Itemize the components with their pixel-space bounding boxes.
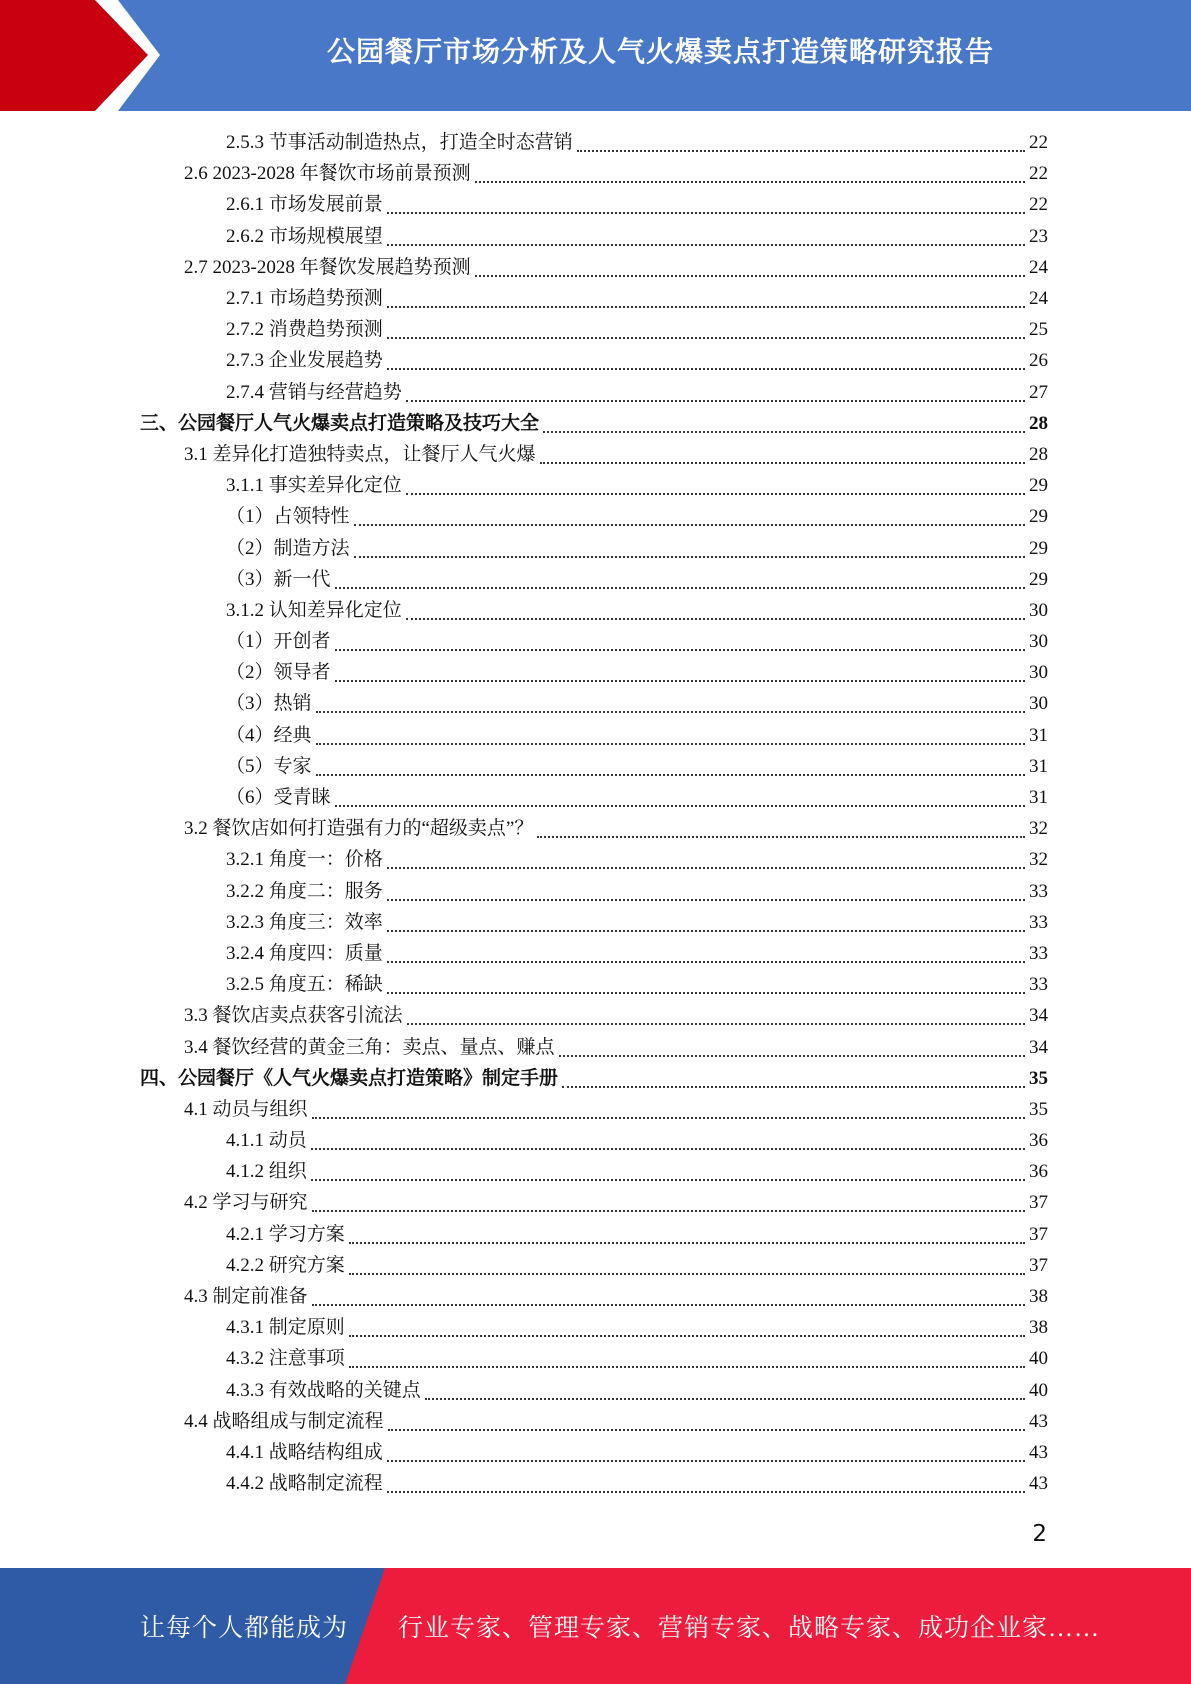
- toc-entry-page: 22: [1029, 194, 1048, 216]
- toc-entry[interactable]: [140, 564, 1048, 595]
- document-title: [200, 0, 1191, 100]
- toc-entry-title: 3.2.5 角度五：稀缺: [226, 974, 383, 996]
- toc-entry[interactable]: [140, 127, 1048, 158]
- toc-entry-title: 3.2 餐饮店如何打造强有力的“超级卖点”？: [184, 818, 534, 840]
- page-footer: [0, 1568, 1191, 1684]
- toc-entry[interactable]: [140, 751, 1048, 782]
- toc-entry-page: 30: [1029, 662, 1048, 684]
- toc-entry[interactable]: [140, 813, 1048, 844]
- toc-entry[interactable]: [140, 595, 1048, 626]
- toc-entry-title: 2.5.3 节事活动制造热点，打造全时态营销: [226, 132, 573, 154]
- toc-dot-leader: [312, 1303, 1025, 1306]
- toc-entry-page: 36: [1029, 1161, 1048, 1183]
- toc-entry-page: 33: [1029, 911, 1048, 933]
- toc-dot-leader: [387, 991, 1025, 994]
- toc-dot-leader: [387, 367, 1025, 370]
- toc-entry[interactable]: [140, 1468, 1048, 1499]
- toc-entry-page: 35: [1029, 1098, 1048, 1120]
- toc-entry-page: 36: [1029, 1130, 1048, 1152]
- toc-entry-page: 38: [1029, 1286, 1048, 1308]
- toc-entry-title: （3）热销: [226, 693, 312, 715]
- toc-entry-page: 31: [1029, 724, 1048, 746]
- toc-entry[interactable]: [140, 1281, 1048, 1312]
- toc-entry-page: 26: [1029, 350, 1048, 372]
- toc-dot-leader: [387, 929, 1025, 932]
- toc-entry-page: 25: [1029, 319, 1048, 341]
- footer-slogan-right: 行业专家、管理专家、营销专家、战略专家、成功企业家……: [398, 1615, 1101, 1642]
- toc-entry[interactable]: [140, 720, 1048, 751]
- toc-dot-leader: [349, 1334, 1025, 1337]
- toc-dot-leader: [387, 866, 1025, 869]
- toc-entry-page: 33: [1029, 974, 1048, 996]
- toc-entry-title: 3.2.1 角度一：价格: [226, 849, 383, 871]
- toc-entry-title: 2.6.2 市场规模展望: [226, 225, 383, 247]
- toc-entry-page: 40: [1029, 1348, 1048, 1370]
- toc-entry-title: 4.2.1 学习方案: [226, 1223, 345, 1245]
- toc-entry-title: 4.3.2 注意事项: [226, 1348, 345, 1370]
- toc-entry[interactable]: [140, 1031, 1048, 1062]
- toc-dot-leader: [387, 336, 1025, 339]
- toc-entry-title: 3.1.2 认知差异化定位: [226, 599, 402, 621]
- toc-dot-leader: [577, 149, 1025, 152]
- toc-entry-page: 40: [1029, 1379, 1048, 1401]
- toc-entry-page: 35: [1029, 1067, 1048, 1089]
- toc-dot-leader: [335, 586, 1025, 589]
- toc-entry-title: 3.2.2 角度二：服务: [226, 880, 383, 902]
- toc-entry-page: 37: [1029, 1254, 1048, 1276]
- toc-entry-title: 4.3.1 制定原则: [226, 1317, 345, 1339]
- toc-entry[interactable]: [140, 345, 1048, 376]
- toc-entry-title: 3.1 差异化打造独特卖点，让餐厅人气火爆: [184, 443, 536, 465]
- toc-entry-title: （3）新一代: [226, 568, 331, 590]
- toc-entry[interactable]: [140, 1000, 1048, 1031]
- toc-dot-leader: [354, 523, 1025, 526]
- toc-entry[interactable]: [140, 1125, 1048, 1156]
- toc-entry-page: 33: [1029, 880, 1048, 902]
- toc-entry-page: 31: [1029, 755, 1048, 777]
- toc-entry-title: （5）专家: [226, 755, 312, 777]
- toc-dot-leader: [387, 960, 1025, 963]
- toc-entry-page: 38: [1029, 1317, 1048, 1339]
- toc-entry[interactable]: [140, 626, 1048, 657]
- toc-entry[interactable]: [140, 252, 1048, 283]
- toc-dot-leader: [562, 1085, 1025, 1088]
- toc-entry-page: 43: [1029, 1441, 1048, 1463]
- toc-entry-title: 3.2.3 角度三：效率: [226, 911, 383, 933]
- toc-entry-title: 4.1.2 组织: [226, 1161, 307, 1183]
- toc-entry-title: 2.6.1 市场发展前景: [226, 194, 383, 216]
- toc-entry-page: 33: [1029, 942, 1048, 964]
- toc-entry[interactable]: [140, 1250, 1048, 1281]
- toc-entry-page: 29: [1029, 537, 1048, 559]
- toc-dot-leader: [425, 1397, 1025, 1400]
- toc-entry[interactable]: [140, 1063, 1048, 1094]
- toc-entry-title: （4）经典: [226, 724, 312, 746]
- toc-entry-title: 3.4 餐饮经营的黄金三角：卖点、量点、赚点: [184, 1036, 555, 1058]
- toc-entry-page: 22: [1029, 132, 1048, 154]
- footer-slogan-left: 让每个人都能成为: [140, 1615, 349, 1642]
- toc-dot-leader: [311, 1178, 1025, 1181]
- page-number: 2: [1032, 1521, 1047, 1547]
- toc-entry-title: （1）占领特性: [226, 506, 350, 528]
- toc-entry-title: 3.2.4 角度四：质量: [226, 942, 383, 964]
- toc-entry-page: 23: [1029, 225, 1048, 247]
- toc-entry-title: （6）受青睐: [226, 787, 331, 809]
- toc-entry[interactable]: [140, 907, 1048, 938]
- toc-entry[interactable]: [140, 377, 1048, 408]
- toc-entry-page: 30: [1029, 631, 1048, 653]
- toc-entry[interactable]: [140, 844, 1048, 875]
- toc-entry[interactable]: [140, 532, 1048, 563]
- toc-dot-leader: [407, 1022, 1025, 1025]
- toc-dot-leader: [316, 773, 1025, 776]
- toc-entry[interactable]: [140, 1219, 1048, 1250]
- toc-entry-page: 27: [1029, 381, 1048, 403]
- toc-entry-title: 4.2.2 研究方案: [226, 1254, 345, 1276]
- toc-entry-title: 3.3 餐饮店卖点获客引流法: [184, 1005, 403, 1027]
- toc-entry-title: （2）制造方法: [226, 537, 350, 559]
- toc-entry-page: 22: [1029, 163, 1048, 185]
- toc-entry[interactable]: [140, 969, 1048, 1000]
- toc-entry-title: 2.7.3 企业发展趋势: [226, 350, 383, 372]
- toc-entry-title: 2.7 2023-2028 年餐饮发展趋势预测: [184, 256, 471, 278]
- toc-entry-page: 24: [1029, 288, 1048, 310]
- toc-entry[interactable]: [140, 189, 1048, 220]
- toc-entry-title: 4.2 学习与研究: [184, 1192, 308, 1214]
- toc-entry-title: 四、公园餐厅《人气火爆卖点打造策略》制定手册: [140, 1067, 559, 1089]
- toc-entry[interactable]: [140, 782, 1048, 813]
- toc-entry-page: 43: [1029, 1410, 1048, 1432]
- toc-entry-page: 34: [1029, 1005, 1048, 1027]
- toc-entry[interactable]: [140, 221, 1048, 252]
- toc-entry-page: 24: [1029, 256, 1048, 278]
- toc-dot-leader: [543, 430, 1025, 433]
- toc-dot-leader: [540, 461, 1025, 464]
- toc-dot-leader: [406, 399, 1025, 402]
- toc-entry-title: 三、公园餐厅人气火爆卖点打造策略及技巧大全: [140, 412, 540, 434]
- toc-entry[interactable]: [140, 657, 1048, 688]
- toc-entry-title: 4.1.1 动员: [226, 1130, 307, 1152]
- toc-dot-leader: [349, 1365, 1025, 1368]
- toc-dot-leader: [312, 1209, 1025, 1212]
- toc-entry-title: 4.4.1 战略结构组成: [226, 1441, 383, 1463]
- toc-entry-title: 4.4.2 战略制定流程: [226, 1473, 383, 1495]
- toc-entry[interactable]: [140, 1312, 1048, 1343]
- toc-entry[interactable]: [140, 501, 1048, 532]
- toc-dot-leader: [311, 1147, 1025, 1150]
- toc-entry[interactable]: [140, 1156, 1048, 1187]
- toc-entry-page: 28: [1029, 443, 1048, 465]
- toc-entry-page: 32: [1029, 818, 1048, 840]
- toc-entry-page: 32: [1029, 849, 1048, 871]
- toc-entry-page: 37: [1029, 1192, 1048, 1214]
- toc-entry[interactable]: [140, 876, 1048, 907]
- toc-dot-leader: [387, 211, 1025, 214]
- toc-dot-leader: [559, 1054, 1025, 1057]
- toc-entry-title: （1）开创者: [226, 631, 331, 653]
- toc-entry[interactable]: [140, 283, 1048, 314]
- toc-entry-title: （2）领导者: [226, 662, 331, 684]
- toc-entry[interactable]: [140, 1375, 1048, 1406]
- toc-entry-page: 29: [1029, 475, 1048, 497]
- toc-dot-leader: [406, 617, 1025, 620]
- toc-entry-page: 30: [1029, 693, 1048, 715]
- toc-entry[interactable]: [140, 408, 1048, 439]
- toc-entry[interactable]: [140, 1406, 1048, 1437]
- page-header: [0, 0, 1191, 111]
- toc-entry-page: 34: [1029, 1036, 1048, 1058]
- toc-entry-page: 30: [1029, 599, 1048, 621]
- toc-entry[interactable]: [140, 1187, 1048, 1218]
- toc-entry-page: 31: [1029, 787, 1048, 809]
- toc-dot-leader: [387, 1459, 1025, 1462]
- toc-dot-leader: [316, 742, 1025, 745]
- toc-entry-page: 28: [1029, 412, 1048, 434]
- toc-dot-leader: [335, 679, 1025, 682]
- toc-entry-page: 29: [1029, 568, 1048, 590]
- toc-entry-page: 43: [1029, 1473, 1048, 1495]
- toc-entry[interactable]: [140, 1437, 1048, 1468]
- toc-dot-leader: [349, 1241, 1025, 1244]
- toc-dot-leader: [475, 274, 1025, 277]
- toc-entry-title: 2.7.4 营销与经营趋势: [226, 381, 402, 403]
- toc-entry-title: 2.7.1 市场趋势预测: [226, 288, 383, 310]
- toc-entry[interactable]: [140, 158, 1048, 189]
- toc-dot-leader: [387, 898, 1025, 901]
- toc-entry[interactable]: [140, 470, 1048, 501]
- toc-entry[interactable]: [140, 1094, 1048, 1125]
- toc-dot-leader: [335, 804, 1025, 807]
- toc-dot-leader: [537, 835, 1025, 838]
- toc-entry-page: 37: [1029, 1223, 1048, 1245]
- toc-entry-title: 3.1.1 事实差异化定位: [226, 475, 402, 497]
- toc-dot-leader: [354, 555, 1025, 558]
- toc-dot-leader: [335, 648, 1025, 651]
- toc-dot-leader: [475, 180, 1025, 183]
- toc-dot-leader: [388, 1428, 1025, 1431]
- toc-dot-leader: [387, 243, 1025, 246]
- toc-entry[interactable]: [140, 314, 1048, 345]
- toc-dot-leader: [387, 305, 1025, 308]
- toc-entry-title: 4.1 动员与组织: [184, 1098, 308, 1120]
- toc-entry[interactable]: [140, 938, 1048, 969]
- toc-dot-leader: [316, 710, 1025, 713]
- table-of-contents: [140, 127, 1048, 1499]
- toc-entry-title: 4.3.3 有效战略的关键点: [226, 1379, 421, 1401]
- toc-entry-page: 29: [1029, 506, 1048, 528]
- toc-dot-leader: [349, 1272, 1025, 1275]
- toc-entry-title: 4.4 战略组成与制定流程: [184, 1410, 384, 1432]
- toc-entry-title: 2.7.2 消费趋势预测: [226, 319, 383, 341]
- toc-entry[interactable]: [140, 1343, 1048, 1374]
- toc-entry-title: 4.3 制定前准备: [184, 1286, 308, 1308]
- toc-dot-leader: [312, 1116, 1025, 1119]
- toc-entry[interactable]: [140, 439, 1048, 470]
- toc-entry[interactable]: [140, 688, 1048, 719]
- document-title-text: 公园餐厅市场分析及人气火爆卖点打造策略研究报告: [326, 35, 994, 68]
- toc-dot-leader: [387, 1490, 1025, 1493]
- toc-dot-leader: [406, 492, 1025, 495]
- toc-entry-title: 2.6 2023-2028 年餐饮市场前景预测: [184, 163, 471, 185]
